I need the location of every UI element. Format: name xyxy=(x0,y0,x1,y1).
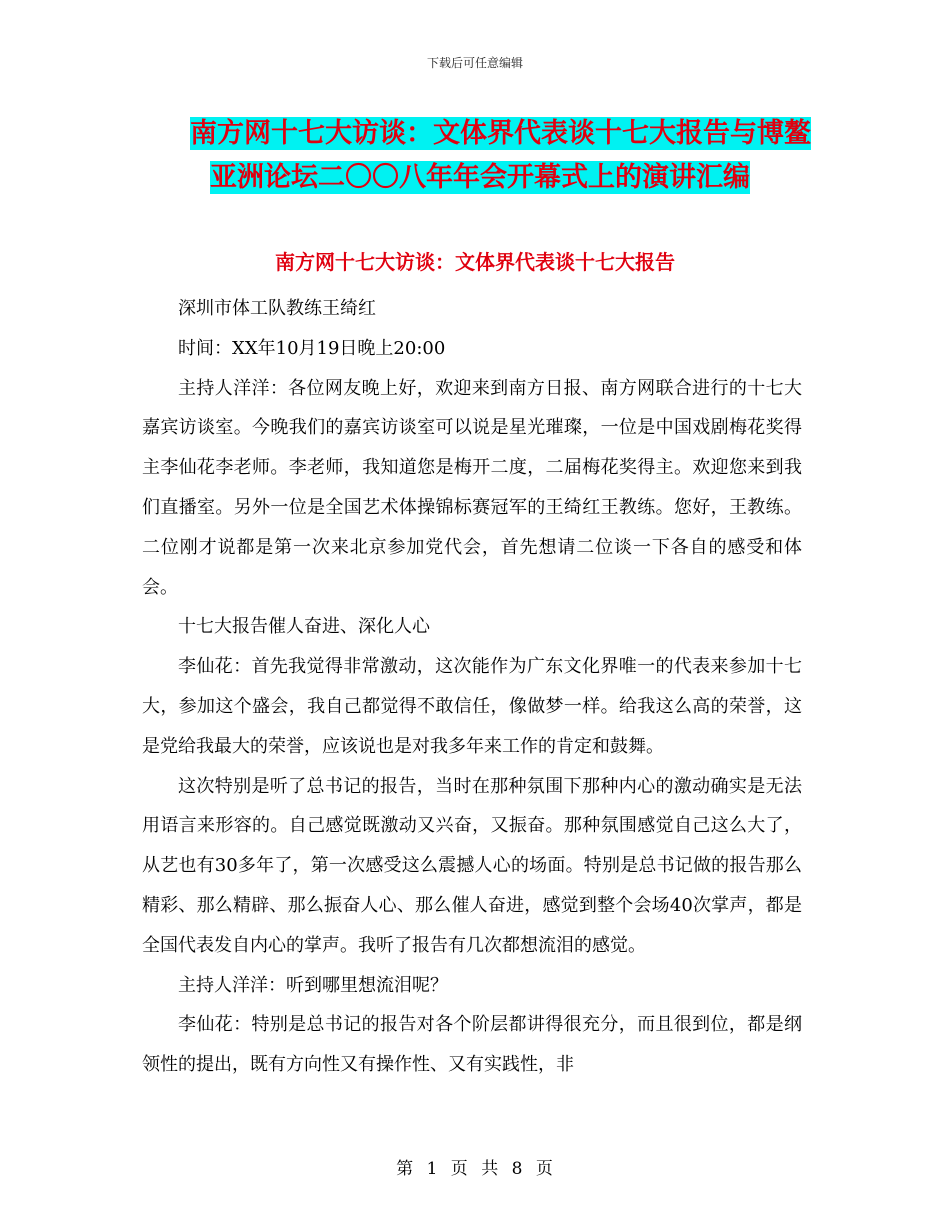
document-title xyxy=(190,112,830,200)
document-title-line-2: 亚洲论坛二〇〇八年年会开幕式上的演讲汇编 xyxy=(210,162,750,193)
paragraph: 李仙花：首先我觉得非常激动，这次能作为广东文化界唯一的代表来参加十七大，参加这个盛会，我自己都觉得不敢信任，像做梦一样。给我这么高的荣誉，这是党给我最大的荣誉，应该说也是对我多年来工作的肯定和鼓舞。 xyxy=(142,656,802,757)
paragraph: 李仙花：特别是总书记的报告对各个阶层都讲得很充分，而且很到位，都是纲领性的提出，既有方向性又有操作性、又有实践性，非 xyxy=(142,1014,802,1076)
document-title-line-1: 南方网十七大访谈：文体界代表谈十七大报告与博鳌 xyxy=(190,118,811,149)
paragraph: 这次特别是听了总书记的报告，当时在那种氛围下那种内心的激动确实是无法用语言来形容的。自己感觉既激动又兴奋，又振奋。那种氛围感觉自己这么大了，从艺也有30多年了，第一次感受这么震撼人心的场面。特别是总书记做的报告那么精彩、那么精辟、那么振奋人心、那么催人奋进，感觉到整个会场40次掌声，都是全国代表发自内心的掌声。我听了报告有几次都想流泪的感觉。 xyxy=(142,775,802,956)
page-footer: 第 1 页 共 8 页 xyxy=(396,1159,554,1179)
paragraph: 深圳市体工队教练王绮红 xyxy=(178,298,376,319)
page-header: 下载后可任意编辑 xyxy=(426,56,523,70)
paragraph: 十七大报告催人奋进、深化人心 xyxy=(178,616,430,638)
paragraph: 主持人洋洋：听到哪里想流泪呢？ xyxy=(178,974,448,996)
paragraph: 主持人洋洋：各位网友晚上好，欢迎来到南方日报、南方网联合进行的十七大嘉宾访谈室。今晚我们的嘉宾访谈室可以说是星光璀璨，一位是中国戏剧梅花奖得主李仙花李老师。李老师，我知道您是梅开二度，二届梅花奖得主。欢迎您来到我们直播室。另外一位是全国艺术体操锦标赛冠军的王绮红王教练。您好，王教练。二位刚才说都是第一次来北京参加党代会，首先想请二位谈一下各自的感受和体会。 xyxy=(142,377,802,598)
body-text xyxy=(142,289,802,1085)
paragraph: 时间：XX年10月19日晚上20:00 xyxy=(178,337,446,359)
section-title: 南方网十七大访谈：文体界代表谈十七大报告 xyxy=(275,250,675,274)
